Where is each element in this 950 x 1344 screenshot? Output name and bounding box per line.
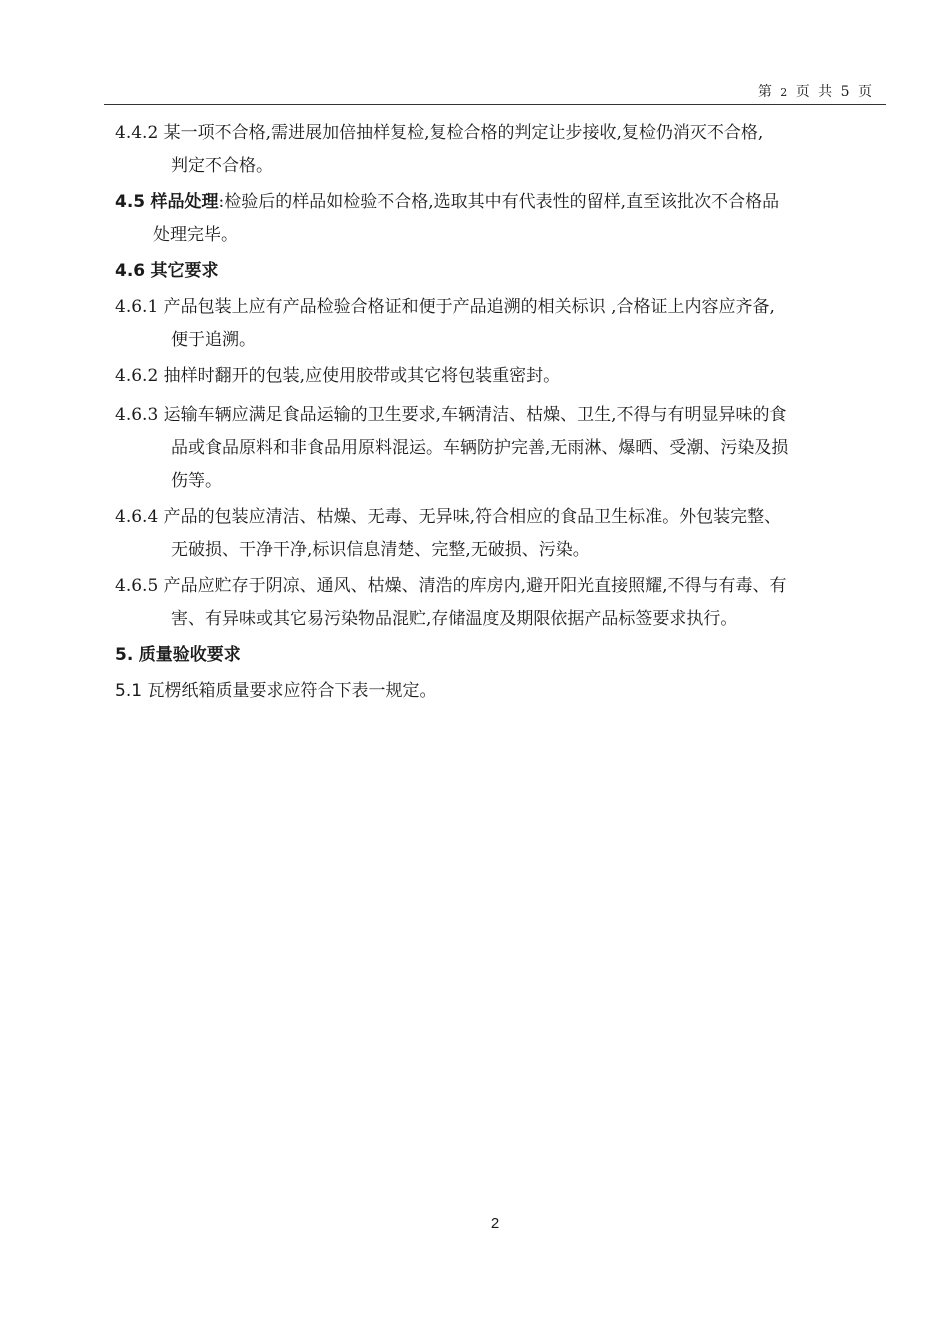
clause-continuation: 判定不合格。: [171, 156, 273, 176]
clause-text: 运输车辆应满足食品运输的卫生要求,车辆清洁、枯燥、卫生,不得与有明显异味的食: [163, 405, 787, 425]
clause-line: [115, 117, 885, 150]
clause-4-6-2: [115, 360, 885, 393]
clause-4-6-3: [115, 399, 885, 498]
clause-continuation: 处理完毕。: [153, 225, 238, 245]
page-mid: 页 共: [795, 84, 835, 100]
clause-text: 某一项不合格,需进展加倍抽样复检,复检合格的判定让步接收,复检仍消灭不合格,: [163, 123, 764, 143]
clause-number: 4.6.3: [115, 405, 159, 425]
clause-number: 4.6.5: [115, 576, 159, 596]
total-pages: 5: [840, 84, 852, 100]
clause-number: 4.6.1: [115, 297, 159, 317]
page-prefix: 第: [757, 84, 774, 100]
clause-number: 4.5: [115, 192, 146, 212]
clause-4-4-2: [115, 117, 885, 183]
clause-line: [115, 501, 885, 534]
clause-title: 质量验收要求: [138, 645, 241, 665]
clause-number: 5.1: [115, 681, 143, 701]
clause-4-6: [115, 255, 885, 288]
clause-number: 4.6.4: [115, 507, 159, 527]
footer-page-number: 2: [490, 1215, 500, 1232]
clause-line: [115, 360, 885, 393]
clause-title: 样品处理: [150, 192, 219, 212]
clause-text: 产品的包装应清洁、枯燥、无毒、无异味,符合相应的食品卫生标准。外包装完整、: [163, 507, 782, 527]
clause-text: 抽样时翻开的包装,应使用胶带或其它将包装重密封。: [163, 366, 561, 386]
page-header: [104, 78, 886, 105]
clause-continuation: 无破损、干净干净,标识信息清楚、完整,无破损、污染。: [171, 540, 590, 560]
page-indicator: [758, 81, 874, 101]
clause-number: 4.4.2: [115, 123, 159, 143]
clause-line: [115, 399, 885, 432]
clause-line: [115, 570, 885, 603]
clause-line: [115, 255, 885, 288]
clause-continuation: 便于追溯。: [171, 330, 256, 350]
clause-number: 4.6: [115, 261, 146, 281]
document-body: [115, 117, 885, 711]
clause-text: 产品包装上应有产品检验合格证和便于产品追溯的相关标识 ,合格证上内容应齐备,: [163, 297, 775, 317]
clause-number: 4.6.2: [115, 366, 159, 386]
clause-number: 5.: [115, 645, 134, 665]
clause-4-6-1: [115, 291, 885, 357]
clause-5-1: [115, 675, 885, 708]
clause-title: 其它要求: [150, 261, 219, 281]
clause-line: [115, 291, 885, 324]
clause-line: [115, 186, 885, 219]
clause-continuation: 品或食品原料和非食品用原料混运。车辆防护完善,无雨淋、爆晒、受潮、污染及损: [171, 438, 789, 458]
current-page: 2: [780, 86, 790, 99]
clause-line: [115, 639, 885, 672]
clause-4-6-4: [115, 501, 885, 567]
clause-4-6-5: [115, 570, 885, 636]
clause-continuation: 伤等。: [171, 471, 222, 491]
clause-line: [115, 675, 885, 708]
clause-text: 瓦楞纸箱质量要求应符合下表一规定。: [147, 681, 437, 701]
section-5: [115, 639, 885, 672]
page-suffix: 页: [858, 84, 874, 100]
clause-continuation: 害、有异味或其它易污染物品混贮,存储温度及期限依据产品标签要求执行。: [171, 609, 738, 629]
clause-text: :检验后的样品如检验不合格,选取其中有代表性的留样,直至该批次不合格品: [218, 192, 780, 212]
clause-4-5: [115, 186, 885, 252]
clause-text: 产品应贮存于阴凉、通风、枯燥、清浩的库房内,避开阳光直接照耀,不得与有毒、有: [163, 576, 787, 596]
